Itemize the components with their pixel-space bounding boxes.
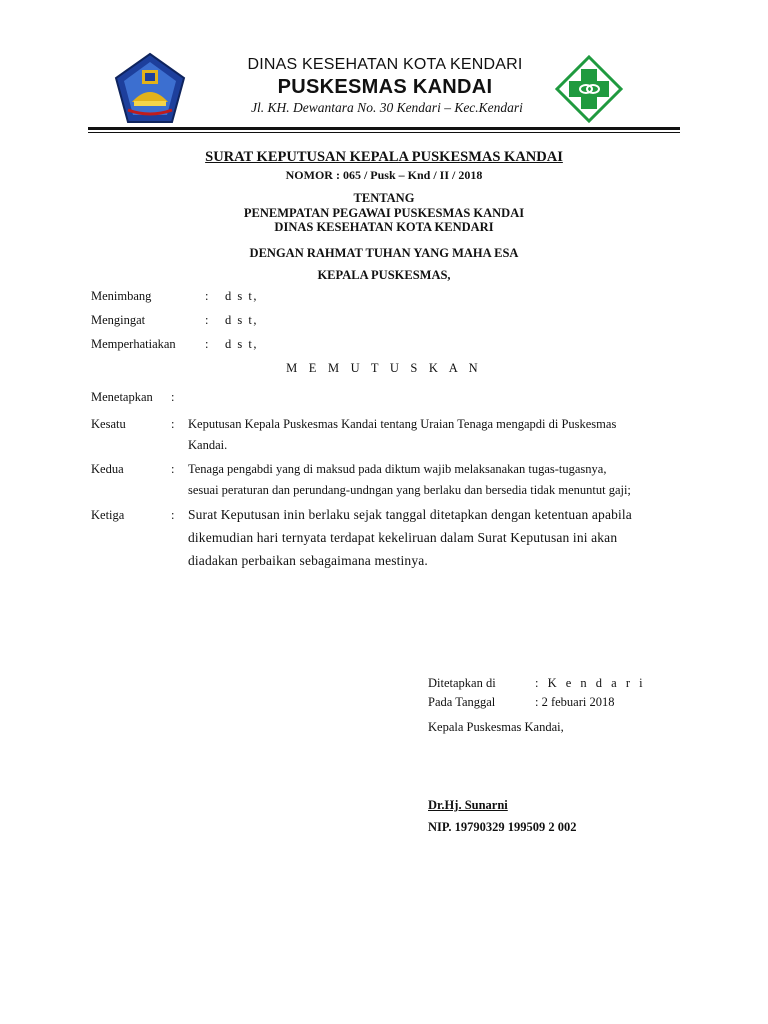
decision-label: Kedua [91,462,124,476]
decision-body [188,459,677,501]
consideration-value: d s t, [225,313,258,327]
establish-colon: : [171,390,175,404]
decision-line: Tenaga pengabdi yang di maksud pada diktum wajib melaksanakan tugas-tugasnya, [188,462,607,476]
decision-colon: : [171,462,175,476]
establish-label: Menetapkan [91,390,153,404]
decision-colon: : [171,508,175,522]
decides-heading: M E M U T U S K A N [286,361,482,375]
consideration-label: Menimbang [91,289,152,303]
letterhead-divider-thin [88,132,680,133]
decision-line: diadakan perbaikan sebagaimana mestinya. [188,553,428,568]
consideration-label: Mengingat [91,313,146,327]
decision-line: Surat Keputusan inin berlaku sejak tanggal ditetapkan dengan ketentuan apabila [188,507,632,522]
decree-subject-line-2: DINAS KESEHATAN KOTA KENDARI [274,220,494,234]
letterhead-divider-thick [88,127,680,130]
clinic-name: PUSKESMAS KANDAI [277,76,493,98]
decision-body [188,503,677,572]
consideration-colon: : [205,337,209,351]
puskesmas-logo [555,55,623,123]
clinic-address: Jl. KH. Dewantara No. 30 Kendari – Kec.Kendari [251,100,523,115]
decision-colon: : [171,417,175,431]
agency-name: DINAS KESEHATAN KOTA KENDARI [247,56,523,73]
consideration-colon: : [205,313,209,327]
decree-blessing: DENGAN RAHMAT TUHAN YANG MAHA ESA [249,246,519,260]
consideration-label: Memperhatiakan [91,337,176,351]
decision-line: Kandai. [188,438,228,452]
consideration-value: d s t, [225,289,258,303]
consideration-value: d s t, [225,337,258,351]
decision-label: Kesatu [91,417,126,431]
date-value: : 2 febuari 2018 [535,695,615,709]
decision-line: sesuai peraturan dan perundang-undngan yang berlaku dan bersedia tidak menuntut gaji; [188,483,631,497]
established-at-label: Ditetapkan di [428,676,496,690]
decree-about-label: TENTANG [353,191,415,205]
signatory-name: Dr.Hj. Sunarni [428,798,508,812]
signatory-position: Kepala Puskesmas Kandai, [428,720,564,734]
city-emblem-logo [114,52,186,124]
decree-number: NOMOR : 065 / Pusk – Knd / II / 2018 [285,168,483,182]
decree-subject-line-1: PENEMPATAN PEGAWAI PUSKESMAS KANDAI [243,206,525,220]
decision-line: Keputusan Kepala Puskesmas Kandai tentang Uraian Tenaga mengapdi di Puskesmas [188,417,617,431]
date-label: Pada Tanggal [428,695,496,709]
consideration-colon: : [205,289,209,303]
decree-issuer: KEPALA PUSKESMAS, [317,268,451,282]
established-at-value: : K e n d a r i [535,676,646,690]
decision-label: Ketiga [91,508,125,522]
signatory-nip: NIP. 19790329 199509 2 002 [428,820,577,834]
decision-body [188,414,677,456]
decree-title: SURAT KEPUTUSAN KEPALA PUSKESMAS KANDAI [205,149,563,165]
decision-line: dikemudian hari ternyata terdapat kekeliruan dalam Surat Keputusan ini akan [188,530,618,545]
